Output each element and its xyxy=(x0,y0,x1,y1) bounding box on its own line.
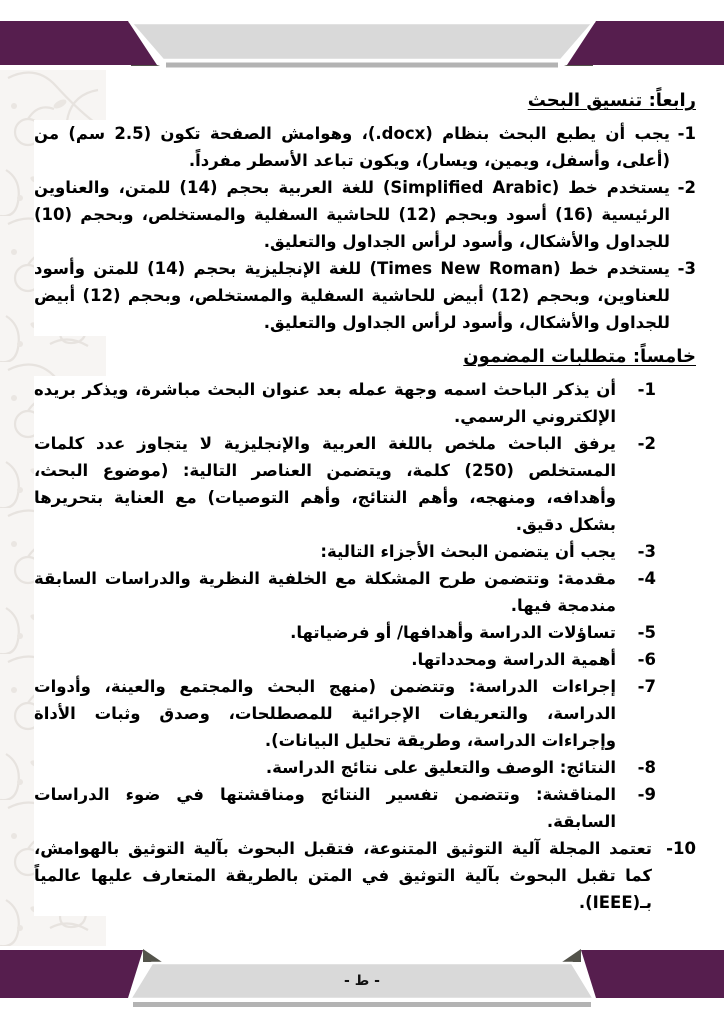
list-item-text: يجب أن يتضمن البحث الأجزاء التالية: xyxy=(320,542,616,561)
list-marker: 8- xyxy=(637,758,656,777)
header-ribbon-shape xyxy=(131,23,593,60)
document-body xyxy=(34,88,696,916)
list-marker: 4- xyxy=(637,569,656,588)
list-marker: 2- xyxy=(637,434,656,453)
list-marker: 2- xyxy=(677,178,696,197)
list-marker: 7- xyxy=(637,677,656,696)
footer-page-number: - ط - xyxy=(344,973,380,989)
list-item-content-9 xyxy=(34,781,696,835)
list-item-content-2 xyxy=(34,430,696,538)
section-format-heading: رابعاً: تنسيق البحث xyxy=(528,88,696,114)
list-item-content-5 xyxy=(34,619,696,646)
list-item-format-1 xyxy=(34,120,696,174)
header-banner-decoration xyxy=(0,0,724,80)
list-item-format-2 xyxy=(34,174,696,255)
footer-ribbon-strip xyxy=(133,1002,591,1007)
list-item-content-8 xyxy=(34,754,696,781)
list-item-content-1 xyxy=(34,376,696,430)
list-item-content-6 xyxy=(34,646,696,673)
list-item-content-3 xyxy=(34,538,696,565)
list-marker: 3- xyxy=(637,542,656,561)
list-marker: 3- xyxy=(677,259,696,278)
list-marker: 5- xyxy=(637,623,656,642)
list-item-text: تساؤلات الدراسة وأهدافها/ أو فرضياتها. xyxy=(290,623,616,642)
list-marker: 10- xyxy=(666,839,696,858)
list-marker: 9- xyxy=(637,785,656,804)
list-item-text: أهمية الدراسة ومحدداتها. xyxy=(411,650,616,669)
list-item-text: مقدمة: وتتضمن طرح المشكلة مع الخلفية النظرية والدراسات السابقة مندمجة فيها. xyxy=(34,569,616,615)
list-item-text: النتائج: الوصف والتعليق على نتائج الدراسة. xyxy=(265,758,616,777)
list-item-text: يستخدم خط ‪(Simplified Arabic)‬ للغة العربية بحجم (14) للمتن، والعناوين الرئيسية (16) أسود وبحجم (12) للحاشية السفلية والمستخلص، وبحجم (10) للجداول والأشكال، وأسود لرأس الجداول والتعليق. xyxy=(34,178,670,251)
list-item-text: إجراءات الدراسة: وتتضمن (منهج البحث والمجتمع والعينة، وأدوات الدراسة، والتعريفات الإجرائية للمصطلحات، وصدق وثبات الأداة وإجراءات الدراسة، وطريقة تحليل البيانات). xyxy=(34,677,616,750)
section-content-heading: خامساً: متطلبات المضمون xyxy=(463,344,696,370)
list-item-text: تعتمد المجلة آلية التوثيق المتنوعة، فتقبل البحوث بآلية التوثيق بالهوامش، كما تقبل البحوث بآلية التوثيق في المتن بالطريقة المتعارف عليها عالمياً بـ‪(IEEE)‬. xyxy=(34,839,652,912)
list-item-content-10 xyxy=(34,835,696,916)
footer-shadow-left-icon xyxy=(143,949,162,962)
list-item-text: يستخدم خط ‪(Times New Roman)‬ للغة الإنجليزية بحجم (14) للمتن وأسود للعناوين، وبحجم (12) أبيض للحاشية السفلية والمستخلص، وبحجم (12) أبيض للجداول والأشكال، وأسود لرأس الجداول والتعليق. xyxy=(34,259,670,332)
list-marker: 1- xyxy=(637,380,656,399)
list-item-text: المناقشة: وتتضمن تفسير النتائج ومناقشتها في ضوء الدراسات السابقة. xyxy=(34,785,616,831)
list-marker: 6- xyxy=(637,650,656,669)
header-ribbon-strip xyxy=(166,63,558,68)
list-item-format-3 xyxy=(34,255,696,336)
list-marker: 1- xyxy=(677,124,696,143)
footer-shadow-right-icon xyxy=(562,949,581,962)
list-item-text: أن يذكر الباحث اسمه وجهة عمله بعد عنوان البحث مباشرة، ويذكر بريده الإلكتروني الرسمي. xyxy=(34,380,616,426)
list-item-text: يرفق الباحث ملخص باللغة العربية والإنجليزية لا يتجاوز عدد كلمات المستخلص (250) كلمة، ويتضمن العناصر التالية: (موضوع البحث، وأهدافه، ومنهجه، وأهم النتائج، وأهم التوصيات) مع العناية بتحريرها بشكل دقيق. xyxy=(34,434,616,534)
list-item-content-4 xyxy=(34,565,696,619)
list-item-content-7 xyxy=(34,673,696,754)
list-item-text: يجب أن يطبع البحث بنظام ‪(.docx)‬، وهوامش الصفحة تكون (2.5 سم) من (أعلى، وأسفل، ويمين، ويسار)، ويكون تباعد الأسطر مفرداً. xyxy=(34,124,670,170)
